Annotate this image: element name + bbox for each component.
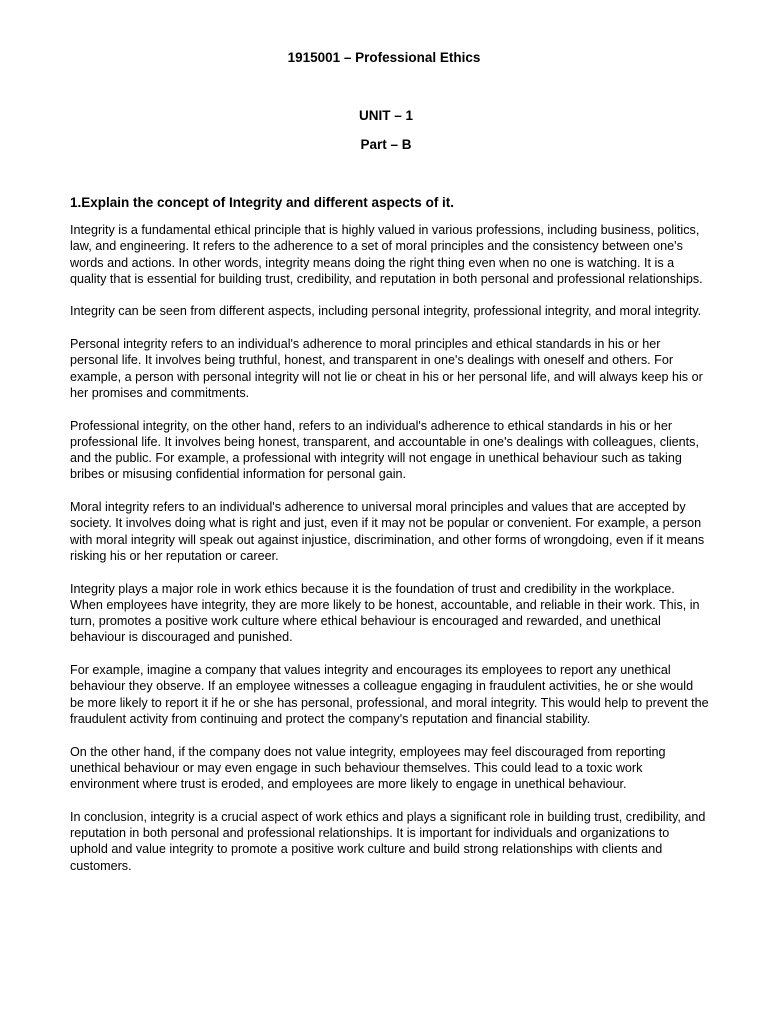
course-title: 1915001 – Professional Ethics	[287, 50, 481, 65]
paragraph: In conclusion, integrity is a crucial aspect of work ethics and plays a significant role in building trust, credibility, and reputation in both personal and professional relationships. It is important for individuals and organizations to uphold and value integrity to promote a positive work culture and build strong relationships with clients and customers.	[70, 809, 706, 873]
paragraph: On the other hand, if the company does not value integrity, employees may feel discouraged from reporting unethical behaviour or may even engage in such behaviour themselves. This could lead to a toxic work environment where trust is eroded, and employees are more likely to engage in unethical behaviour.	[70, 744, 666, 792]
paragraph: Moral integrity refers to an individual's adherence to universal moral principles and values that are accepted by society. It involves doing what is right and just, even if it may not be popular or convenient. For example, a person with moral integrity will speak out against injustice, discrimination, and other forms of wrongdoing, even if it means risking his or her reputation or career.	[70, 500, 705, 563]
paragraph: Professional integrity, on the other hand, refers to an individual's adherence to ethical standards in his or her professional life. It involves being honest, transparent, and accountable in one's dealings with colleagues, clients, and the public. For example, a professional with integrity will not engage in unethical behaviour such as taking bribes or misusing confidential information for personal gain.	[70, 418, 699, 482]
answer-body	[70, 222, 710, 890]
paragraph: Integrity is a fundamental ethical principle that is highly valued in various professions, including business, politics, law, and engineering. It refers to the adherence to a set of moral principles and the consistency between one's words and actions. In other words, integrity means doing the right thing even when no one is watching. It is a quality that is essential for building trust, credibility, and reputation in both personal and professional relationships.	[70, 223, 703, 286]
paragraph: Personal integrity refers to an individual's adherence to moral principles and ethical standards in his or her personal life. It involves being truthful, honest, and transparent in one's dealings with oneself and others. For example, a person with personal integrity will not lie or cheat in his or her personal life, and will always keep his or her promises and commitments.	[70, 337, 703, 400]
paragraph: Integrity can be seen from different aspects, including personal integrity, professional integrity, and moral integrity.	[70, 304, 702, 319]
part-heading: Part – B	[360, 137, 412, 152]
paragraph: Integrity plays a major role in work ethics because it is the foundation of trust and credibility in the workplace. When employees have integrity, they are more likely to be honest, accountable, and reliable in their work. This, in turn, promotes a positive work culture where ethical behaviour is encouraged and rewarded, and unethical behaviour is discouraged and punished.	[70, 581, 700, 645]
question-heading: 1.Explain the concept of Integrity and different aspects of it.	[70, 195, 455, 210]
paragraph: For example, imagine a company that values integrity and encourages its employees to report any unethical behaviour they observe. If an employee witnesses a colleague engaging in fraudulent activities, he or she would be more likely to report it if he or she has personal, professional, and moral integrity. This would help to prevent the fraudulent activity from continuing and protect the company's reputation and financial stability.	[70, 663, 709, 726]
unit-heading: UNIT – 1	[358, 108, 413, 123]
